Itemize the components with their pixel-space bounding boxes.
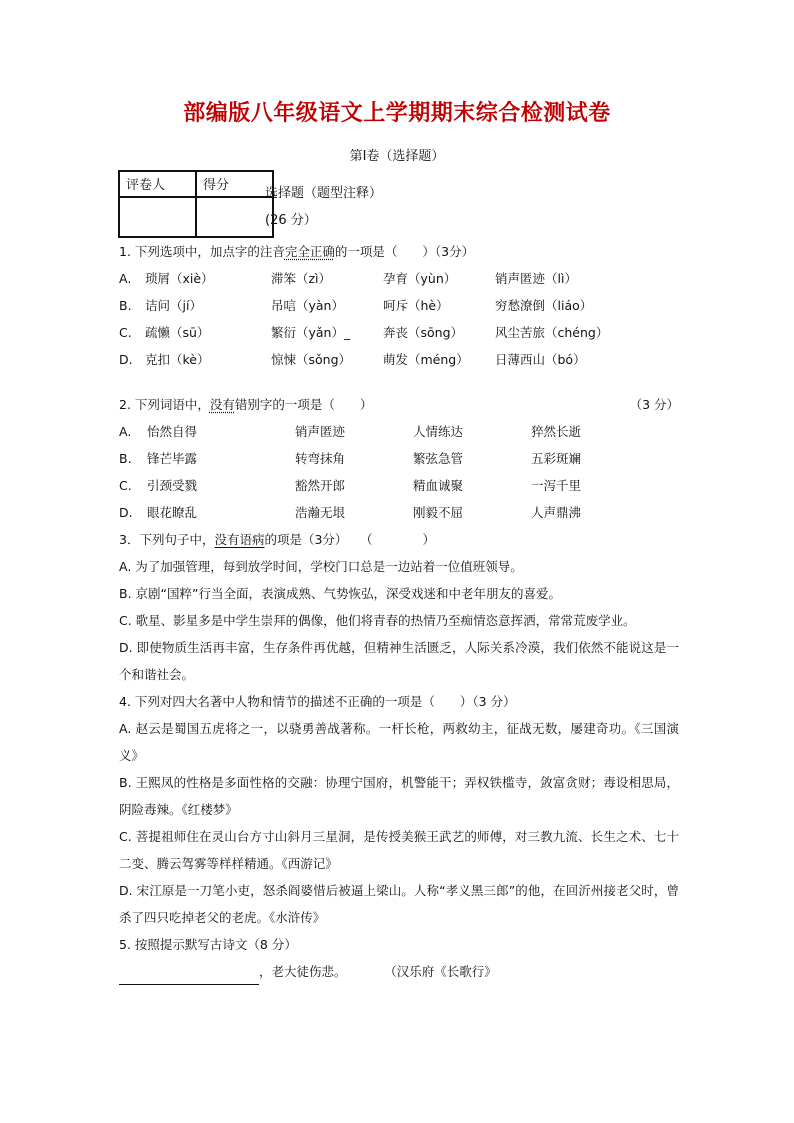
score-table	[118, 170, 274, 238]
answer-blank[interactable]	[119, 966, 259, 985]
question-5-line-1: ，老大徒伤悲。 （汉乐府《长歌行》	[119, 958, 679, 985]
question-2-option-a: A. 怡然自得 销声匿迹 人情练达 猝然长逝	[119, 424, 582, 439]
question-4-option-a: A. 赵云是蜀国五虎将之一，以骁勇善战著称。一杆长枪，两救幼主，征战无数，屡建奇功。《三国演义》	[119, 721, 679, 763]
score-header: 得分	[196, 171, 273, 197]
exam-content	[119, 238, 679, 985]
emphasis-mark: 没有语病	[214, 532, 265, 547]
grader-cell	[119, 197, 196, 237]
question-5-stem: 5. 按照提示默写古诗文（8 分）	[119, 937, 297, 952]
section-points: (26 分）	[265, 213, 317, 228]
question-4-stem: 4. 下列对四大名著中人物和情节的描述不正确的一项是（ ）（3 分）	[119, 694, 516, 709]
grader-header: 评卷人	[119, 171, 196, 197]
question-3-option-a: A. 为了加强管理，每到放学时间，学校门口总是一边站着一位值班领导。	[119, 559, 523, 574]
question-2-option-d: D. 眼花瞭乱 浩瀚无垠 刚毅不屈 人声鼎沸	[119, 505, 582, 520]
emphasis-mark: 完全正确	[284, 244, 335, 259]
question-2-option-b: B. 锋芒毕露 转弯抹角 繁弦急管 五彩斑斓	[119, 451, 582, 466]
exam-title: 部编版八年级语文上学期期末综合检测试卷	[183, 100, 611, 126]
question-2-stem: 2. 下列词语中，没有错别字的一项是（ ） （3 分）	[119, 391, 679, 418]
question-1-stem: 1. 下列选项中，加点字的注音完全正确的一项是（ ）（3分）	[119, 244, 475, 259]
question-1-option-b: B. 诘问（jí） 吊唁（yàn） 呵斥（hè） 穷愁潦倒（liáo）	[119, 298, 593, 313]
score-cell	[196, 197, 273, 237]
question-2-option-c: C. 引颈受戮 豁然开郎 精血诚聚 一泻千里	[119, 478, 582, 493]
volume-subtitle: 第Ⅰ卷（选择题）	[349, 149, 445, 164]
emphasis-mark: 没有	[209, 397, 235, 412]
question-1-option-c: C. 疏懒（sū） 繁衍（yǎn）_ 奔丧（sōng） 风尘苦旅（chéng）	[119, 325, 609, 340]
question-4-option-c: C. 菩提祖师住在灵山台方寸山斜月三星洞，是传授美猴王武艺的师傅，对三教九流、长生之术、七十二变、腾云驾雾等样样精通。《西游记》	[119, 829, 679, 871]
question-4-option-d: D. 宋江原是一刀笔小吏，怒杀阎婆惜后被逼上梁山。人称“孝义黑三郎”的他，在回沂州接老父时，曾杀了四只吃掉老父的老虎。《水浒传》	[119, 883, 679, 925]
question-1-option-d: D. 克扣（kè） 惊悚（sǒng） 萌发（méng） 日薄西山（bó）	[119, 352, 586, 367]
section-name: 选择题（题型注释）	[265, 186, 383, 201]
section-heading	[265, 180, 382, 234]
question-1-option-a: A. 琐屑（xiè） 滞笨（zì） 孕育（yùn） 销声匿迹（lì）	[119, 271, 577, 286]
question-2-points: （3 分）	[629, 397, 679, 412]
question-3-option-d: D. 即使物质生活再丰富，生存条件再优越，但精神生活匮乏，人际关系冷漠，我们依然不能说这是一个和谐社会。	[119, 640, 679, 682]
question-4-option-b: B. 王熙凤的性格是多面性格的交融：协理宁国府，机警能干；弄权铁槛寺，敛富贪财；毒设相思局，阴险毒辣。《红楼梦》	[119, 775, 679, 817]
question-3-option-b: B. 京剧“国粹”行当全面，表演成熟、气势恢弘，深受戏迷和中老年朋友的喜爱。	[119, 586, 561, 601]
question-3-option-c: C. 歌星、影星多是中学生崇拜的偶像，他们将青春的热情乃至痴情恣意挥洒，常常荒废学业。	[119, 613, 636, 628]
poem-source: （汉乐府《长歌行》	[390, 964, 497, 979]
question-3-stem: 3．下列句子中，没有语病的项是（3分） （ ）	[119, 532, 435, 547]
